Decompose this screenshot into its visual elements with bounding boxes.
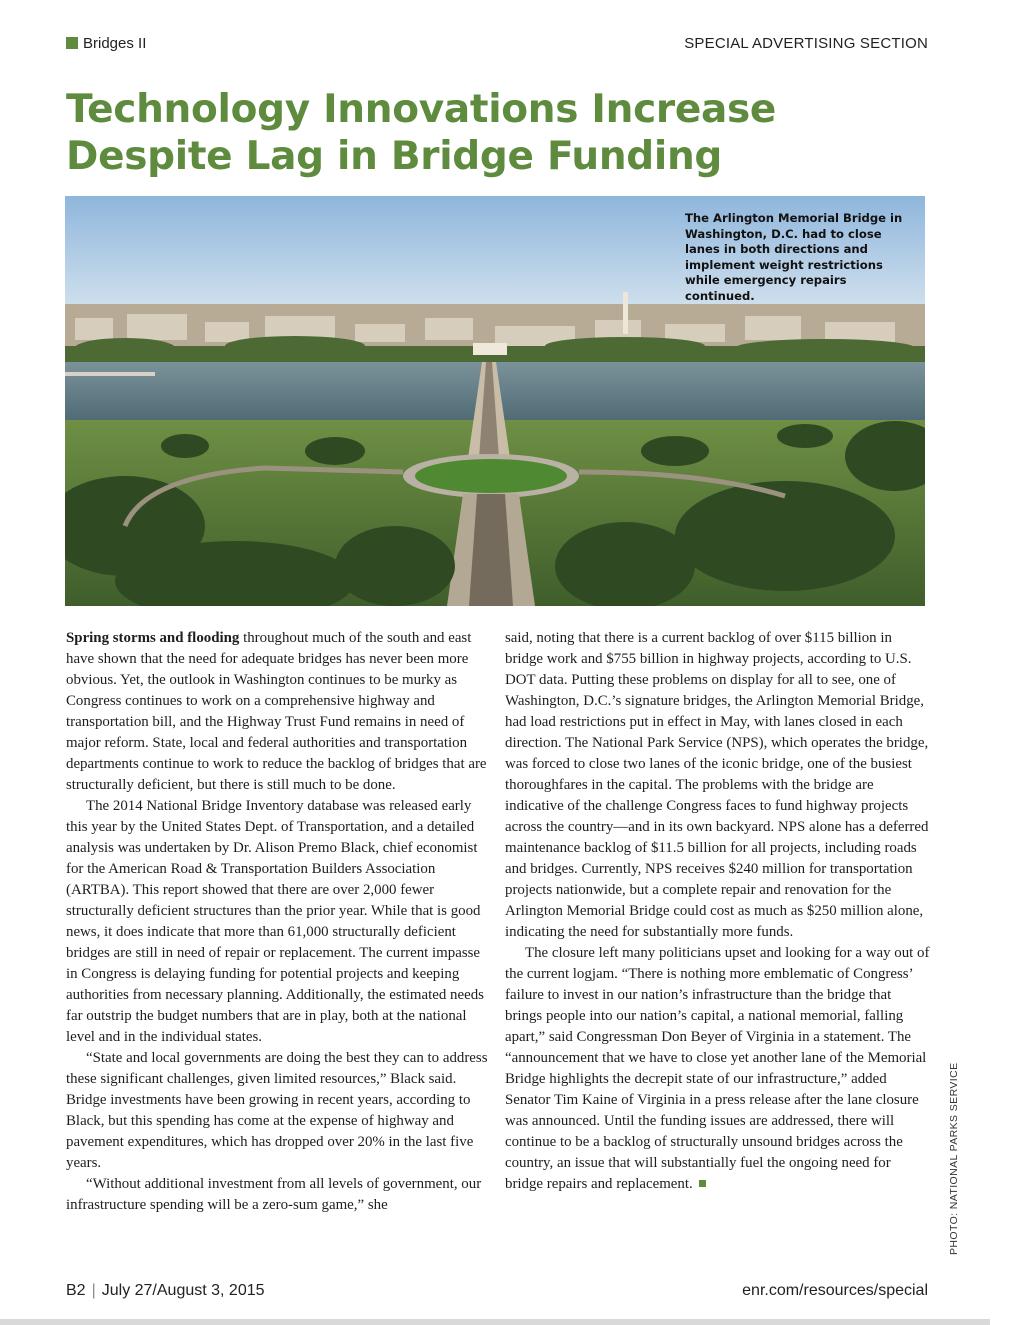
page-header bbox=[66, 34, 928, 54]
article-column-left bbox=[66, 628, 491, 1216]
article-column-right bbox=[505, 628, 930, 1195]
headline-line-2: Despite Lag in Bridge Funding bbox=[66, 134, 723, 179]
website-link[interactable]: enr.com/resources/special bbox=[742, 1282, 928, 1299]
left-bridge bbox=[65, 372, 155, 376]
paragraph-text: The closure left many politicians upset and looking for a way out of the current logjam. “There is nothing more emblematic of Congress’ failure to invest in our nation’s infrastructure than the bridge that brings people into our nation’s capital, a national memorial, falling apart,” said Congressman Don Beyer of Virginia in a statement. The “announcement that we have to close yet another lane of the Memorial Bridge highlights the decrepit state of our infrastructure,” added Senator Tim Kaine of Virginia in a press release after the lane closure was announced. Until the funding issues are addressed, there will continue to be a backlog of structurally unsound bridges across the country, an issue that will substantially fuel the ongoing need for bridge repairs and replacement. bbox=[505, 945, 930, 1192]
headline-line-1: Technology Innovations Increase bbox=[66, 87, 777, 132]
washington-monument bbox=[623, 292, 628, 334]
advertising-section-label: SPECIAL ADVERTISING SECTION bbox=[684, 35, 928, 52]
end-mark-icon bbox=[699, 1180, 706, 1187]
paragraph: “State and local governments are doing the best they can to address these significant challenges, given limited resources,” Black said. Bridge investments have been growing in recent years, according to Black, but this spending has come at the expense of highway and pavement expenditures, which has dropped over 20% in the last five years. bbox=[66, 1050, 488, 1171]
headline bbox=[66, 86, 926, 180]
lincoln-memorial bbox=[473, 343, 507, 355]
section-tag-label: Bridges II bbox=[83, 35, 147, 52]
photo-credit: PHOTO: NATIONAL PARKS SERVICE bbox=[948, 1062, 960, 1255]
page-bottom-edge bbox=[0, 1319, 990, 1325]
page-margin bbox=[990, 0, 1024, 1325]
section-square-icon bbox=[66, 37, 78, 49]
page-number: B2 bbox=[66, 1282, 86, 1299]
page-footer bbox=[66, 1280, 928, 1302]
paragraph bbox=[505, 943, 930, 1195]
paragraph bbox=[66, 628, 491, 796]
section-tag bbox=[66, 34, 146, 54]
photo-caption: The Arlington Memorial Bridge in Washington, D.C. had to close lanes in both directions and implement weight restrictions while emergency repairs continued. bbox=[685, 211, 903, 303]
paragraph-text: throughout much of the south and east have shown that the need for adequate bridges has never been more obvious. Yet, the outlook in Washington continues to be murky as Congress continues to work on a comprehensive highway and transportation bill, and the Highway Trust Fund remains in need of major reform. State, local and federal authorities and transportation departments continue to work to reduce the backlog of bridges that are structurally deficient, but there is still much to be done. bbox=[66, 630, 487, 793]
paragraph: said, noting that there is a current backlog of over $115 billion in bridge work and $755 billion in highway projects, according to U.S. DOT data. Putting these problems on display for all to see, one of Washington, D.C.’s signature bridges, the Arlington Memorial Bridge, had load restrictions put in effect in May, with lanes closed in each direction. The National Park Service (NPS), which operates the bridge, was forced to close two lanes of the iconic bridge, one of the busiest thoroughfares in the capital. The problems with the bridge are indicative of the challenge Congress faces to fund highway projects across the country—and in its own backyard. NPS alone has a deferred maintenance backlog of $11.5 billion for all projects, including roads and bridges. Currently, NPS receives $240 million for transportation projects nationwide, but a complete repair and renovation for the Arlington Memorial Bridge could cost as much as $250 million alone, indicating the need for substantially more funds. bbox=[505, 630, 929, 940]
paragraph: “Without additional investment from all levels of government, our infrastructure spending will be a zero-sum game,” she bbox=[66, 1176, 482, 1213]
traffic-circle-lawn bbox=[415, 459, 567, 493]
folio bbox=[66, 1280, 265, 1302]
paragraph: The 2014 National Bridge Inventory database was released early this year by the United States Dept. of Transportation, and a detailed analysis was undertaken by Dr. Alison Premo Black, chief economist for the American Road & Transportation Builders Association (ARTBA). This report showed that there are over 2,000 fewer structurally deficient structures than the prior year. While that is good news, it does indicate that more than 61,000 structurally deficient bridges are still in need of repair or replacement. The current impasse in Congress is delaying funding for potential projects and keeping authorities from necessary planning. Additionally, the estimated needs far outstrip the budget numbers that are in play, both at the national level and in the individual states. bbox=[66, 798, 484, 1045]
issue-date: July 27/August 3, 2015 bbox=[101, 1282, 265, 1299]
folio-separator: | bbox=[91, 1282, 96, 1299]
bridge-photo bbox=[65, 196, 925, 606]
lead-in: Spring storms and flooding bbox=[66, 630, 240, 646]
